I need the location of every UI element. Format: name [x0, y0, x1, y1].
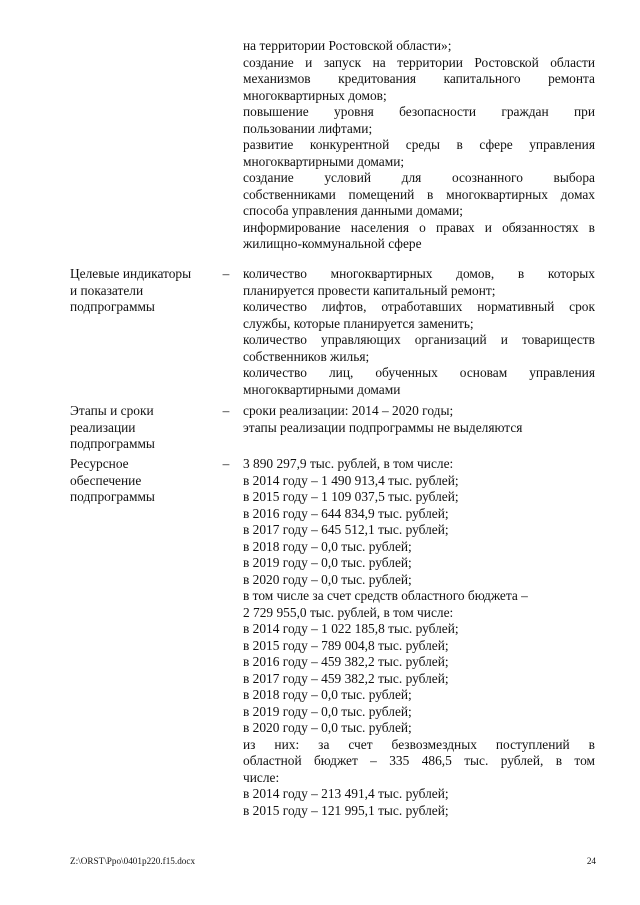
section-content-line: планируется провести капитальный ремонт; [243, 282, 496, 298]
section-label-line: подпрограммы [70, 299, 155, 314]
section-content-line: в 2015 году – 789 004,8 тыс. рублей; [243, 637, 449, 653]
section-content-line: многоквартирными домами [243, 381, 401, 397]
goals-line: информирование населения о правах и обязанностях в [243, 219, 595, 235]
section-content-line: в том числе за счет средств областного бюджета – [243, 588, 528, 603]
section-content-line: в 2016 году – 459 382,2 тыс. рублей; [243, 654, 449, 669]
section-dash: – [222, 456, 230, 471]
goals-line: на территории Ростовской области»; [243, 38, 452, 53]
section-content-line: из них: за счет безвозмездных поступлений в [243, 736, 595, 752]
goals-line: механизмов кредитования капитального ремонта [243, 71, 595, 86]
section-content-line: в 2017 году – 645 512,1 тыс. рублей; [243, 522, 449, 537]
section-content-line: количество лифтов, отработавших нормативный срок [243, 299, 595, 314]
section-label-line: подпрограммы [70, 436, 155, 451]
section-content-line: количество управляющих организаций и товариществ [243, 332, 595, 347]
section-content-line: в 2019 году – 0,0 тыс. рублей; [243, 703, 412, 719]
goals-line: многоквартирных домов; [243, 87, 387, 103]
section-content-line: в 2014 году – 1 490 913,4 тыс. рублей; [243, 472, 459, 488]
goals-line: многоквартирными домами; [243, 153, 405, 169]
section-content-line: количество многоквартирных домов, в которых [243, 266, 595, 281]
footer-file-path: Z:\ORST\Ppo\0401p220.f15.docx [70, 856, 196, 866]
section-content-line: сроки реализации: 2014 – 2020 годы; [243, 403, 454, 418]
goals-line: создание условий для осознанного выбора [243, 170, 595, 185]
section-label-line: Этапы и сроки [70, 403, 154, 418]
section-content-line: в 2020 году – 0,0 тыс. рублей; [243, 571, 412, 587]
section-content-resources [243, 456, 595, 819]
section-label-line: обеспечение [70, 472, 142, 488]
section-content-line: в 2017 году – 459 382,2 тыс. рублей; [243, 670, 449, 686]
goals-line: пользовании лифтами; [243, 120, 373, 136]
page-number: 24 [586, 856, 596, 866]
goals-continuation [243, 38, 595, 253]
section-content-line: этапы реализации подпрограммы не выделяются [243, 419, 523, 435]
section-label-line: Ресурсное [70, 456, 129, 471]
goals-line: способа управления данными домами; [243, 203, 464, 218]
section-content-line: в 2015 году – 121 995,1 тыс. рублей; [243, 802, 449, 818]
section-label-line: Целевые индикаторы [70, 266, 192, 281]
section-content-line: в 2014 году – 1 022 185,8 тыс. рублей; [243, 621, 459, 636]
section-content-line: в 2015 году – 1 109 037,5 тыс. рублей; [243, 489, 459, 504]
section-content-line: областной бюджет – 335 486,5 тыс. рублей, в том [243, 753, 595, 768]
section-content-line: 2 729 955,0 тыс. рублей, в том числе: [243, 604, 454, 620]
section-content-line: в 2018 году – 0,0 тыс. рублей; [243, 687, 412, 702]
section-label-indicators [70, 266, 220, 316]
section-label-line: подпрограммы [70, 489, 155, 504]
section-content-line: 3 890 297,9 тыс. рублей, в том числе: [243, 456, 454, 471]
section-content-line: в 2016 году – 644 834,9 тыс. рублей; [243, 505, 449, 521]
section-content-line: в 2014 году – 213 491,4 тыс. рублей; [243, 786, 449, 801]
section-content-line: числе: [243, 769, 280, 785]
section-content-line: в 2019 году – 0,0 тыс. рублей; [243, 555, 412, 570]
section-label-line: и показатели [70, 282, 144, 298]
goals-line: повышение уровня безопасности граждан при [243, 104, 595, 119]
goals-line: развитие конкурентной среды в сфере управления [243, 137, 595, 152]
goals-line: создание и запуск на территории Ростовской области [243, 54, 595, 70]
section-content-stages [243, 403, 595, 436]
section-label-stages [70, 403, 220, 453]
section-content-line: количество лиц, обученных основам управления [243, 365, 595, 380]
section-content-indicators [243, 266, 595, 398]
section-content-line: в 2020 году – 0,0 тыс. рублей; [243, 720, 412, 735]
section-label-resources [70, 456, 220, 506]
section-dash: – [222, 266, 230, 281]
section-dash: – [222, 403, 230, 418]
section-label-line: реализации [70, 419, 136, 435]
goals-line: жилищно-коммунальной сфере [243, 236, 422, 251]
section-content-line: в 2018 году – 0,0 тыс. рублей; [243, 538, 412, 554]
goals-line: собственниками помещений в многоквартирных домах [243, 186, 595, 202]
section-content-line: собственников жилья; [243, 348, 370, 364]
section-content-line: службы, которые планируется заменить; [243, 315, 474, 331]
